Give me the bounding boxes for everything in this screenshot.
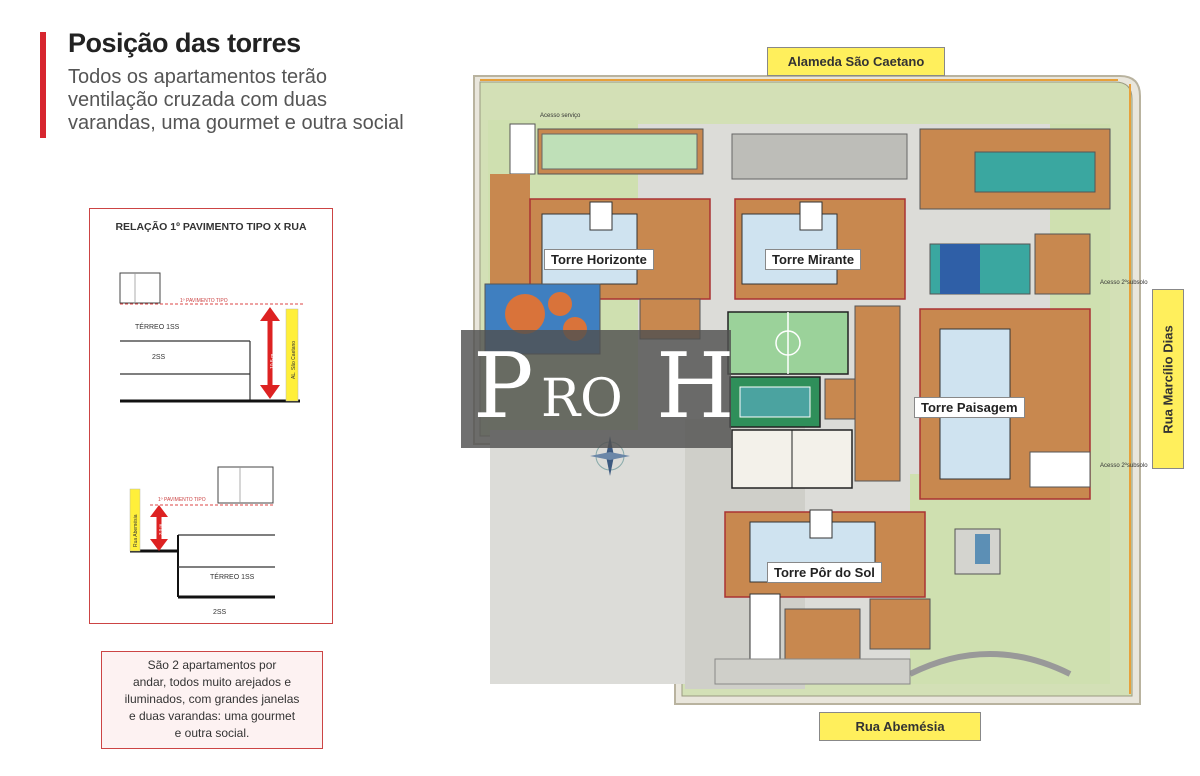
pool [975,152,1095,192]
2ss-label-top: 2SS [152,354,166,361]
wood-deck [855,306,900,481]
subtitle-line: Todos os apartamentos terão [68,66,328,88]
label-acesso-servico: Acesso serviço [540,113,581,119]
label-acesso-2subsolo: Acesso 2ºsubsolo [1100,463,1148,469]
section-diagrams [90,209,332,623]
terreo-label-bottom: TÉRREO 1SS [210,574,255,581]
apartment-note [101,651,323,749]
building-block [120,273,160,303]
watermark-letter: H [656,334,735,439]
street-label-alameda-sao-caetano: Alameda São Caetano [767,47,945,76]
height-label-bottom: 3,0 m [158,523,163,535]
street-label-top: AL. São Caetano [291,340,297,379]
2ss-label-bottom: 2SS [213,609,227,616]
tower-label-por-do-sol: Torre Pôr do Sol [767,562,882,583]
floor-label-bottom: 1º PAVIMENTO TIPO [158,497,206,503]
floor-relation-diagram [89,208,333,624]
title-accent-bar [40,32,46,138]
tower-label-horizonte: Torre Horizonte [544,249,654,270]
floor-label-top: 1º PAVIMENTO TIPO [180,298,228,304]
street-label-rua-marcilio-dias [1152,289,1184,469]
note-line: São 2 apartamentos por [147,658,277,672]
note-line: e duas varandas: uma gourmet [128,709,296,723]
note-line: andar, todos muito arejados e [132,675,292,689]
bottom-section-diagram [130,467,275,616]
note-line: iluminados, com grandes janelas [124,692,300,706]
tower-label-paisagem: Torre Paisagem [914,397,1025,418]
watermark-letters: RO [541,369,623,429]
street-label-bottom: Rua Abemésia [133,514,139,547]
relation-diagram-title: RELAÇÃO 1º PAVIMENTO TIPO X RUA [115,221,307,233]
street-label-text: Rua Marcílio Dias [1160,324,1176,434]
street-label-rua-abemesia: Rua Abemésia [819,712,981,741]
watermark-logo [461,330,735,448]
label-acesso-2subsolo: Acesso 2ºsubsolo [1100,280,1148,286]
subtitle-line: varandas, uma gourmet e outra social [68,112,404,134]
terreo-label-top: TÉRREO 1SS [135,324,180,331]
building-block [218,467,273,503]
watermark-letter: P [473,334,534,439]
tower-label-mirante: Torre Mirante [765,249,861,270]
height-label-top: 10,5 m [270,353,276,369]
page-title: Posição das torres [68,28,301,58]
note-line: e outra social. [174,726,250,740]
page-subtitle [68,66,448,135]
wood-deck [490,174,530,284]
top-section-diagram [120,273,305,401]
subtitle-line: ventilação cruzada com duas [68,89,328,111]
